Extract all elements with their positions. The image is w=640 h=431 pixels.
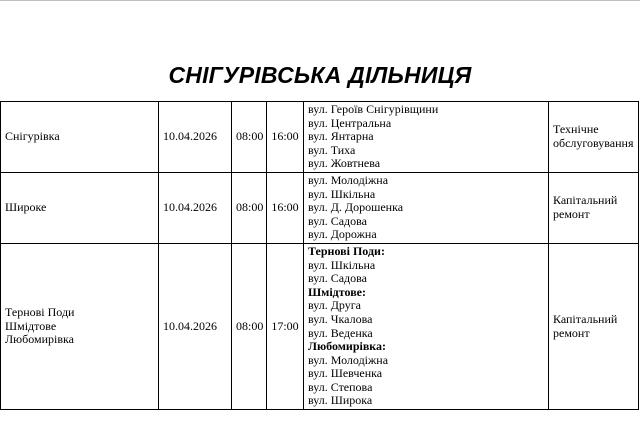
date-cell: 10.04.2026: [159, 102, 232, 173]
work-reason: Капітальний ремонт: [553, 311, 618, 340]
start-time-cell: 08:00: [232, 243, 267, 409]
page-title: СНІГУРІВСЬКА ДІЛЬНИЦЯ: [168, 62, 472, 88]
street-item: вул. Дорожна: [308, 227, 377, 242]
settlement-cell: [1, 102, 159, 173]
work-reason: Технічне обслуговування: [553, 122, 634, 150]
street-item: вул. Янтарна: [308, 129, 374, 144]
street-item: вул. Веденка: [308, 325, 373, 340]
street-item: вул. Садова: [308, 213, 367, 228]
work-reason: Капітальний ремонт: [553, 193, 618, 221]
settlement-name: Широке: [5, 200, 47, 215]
settlement-name: Любомирівка: [5, 332, 74, 347]
street-item: вул. Д. Дорошенка: [308, 200, 404, 215]
street-item: вул. Друга: [308, 298, 361, 313]
streets-cell: [304, 243, 549, 409]
street-item: вул. Тиха: [308, 142, 356, 157]
start-time-cell: 08:00: [232, 172, 267, 243]
reason-cell: [549, 243, 639, 409]
street-item: вул. Шевченка: [308, 366, 383, 381]
street-item: вул. Широка: [308, 393, 373, 408]
start-time-cell: 08:00: [232, 102, 267, 173]
date-cell: 10.04.2026: [159, 172, 232, 243]
table-body: [1, 102, 639, 410]
top-divider: [0, 0, 640, 1]
streets-cell: [304, 102, 549, 173]
table-row: [1, 172, 639, 243]
table-row: [1, 102, 639, 173]
settlement-name: Снігурівка: [5, 129, 60, 144]
street-list: [308, 173, 544, 243]
street-list: [308, 244, 544, 409]
settlement-name: Тернові Поди: [5, 305, 75, 320]
streets-cell: [304, 172, 549, 243]
settlement-cell: [1, 243, 159, 409]
reason-cell: [549, 102, 639, 173]
street-list: [308, 102, 544, 172]
street-item: вул. Шкільна: [308, 257, 376, 272]
street-item: вул. Жовтнева: [308, 156, 381, 171]
street-item: вул. Садова: [308, 271, 367, 286]
village-group-label: Тернові Поди:: [308, 243, 385, 258]
outage-schedule-table: [0, 101, 639, 410]
street-item: вул. Центральна: [308, 115, 392, 130]
date-cell: 10.04.2026: [159, 243, 232, 409]
street-item: вул. Чкалова: [308, 311, 373, 326]
table-row: [1, 243, 639, 409]
end-time-cell: 16:00: [267, 172, 304, 243]
settlement-name: Шмідтове: [5, 318, 57, 333]
street-item: вул. Молодіжна: [308, 352, 389, 367]
village-group-label: Шмідтове:: [308, 284, 366, 299]
reason-cell: [549, 172, 639, 243]
street-item: вул. Шкільна: [308, 186, 376, 201]
street-item: вул. Степова: [308, 379, 373, 394]
street-item: вул. Молодіжна: [308, 172, 389, 187]
end-time-cell: 17:00: [267, 243, 304, 409]
end-time-cell: 16:00: [267, 102, 304, 173]
street-item: вул. Героїв Снігурівщини: [308, 102, 439, 116]
village-group-label: Любомирівка:: [308, 339, 387, 354]
settlement-cell: [1, 172, 159, 243]
